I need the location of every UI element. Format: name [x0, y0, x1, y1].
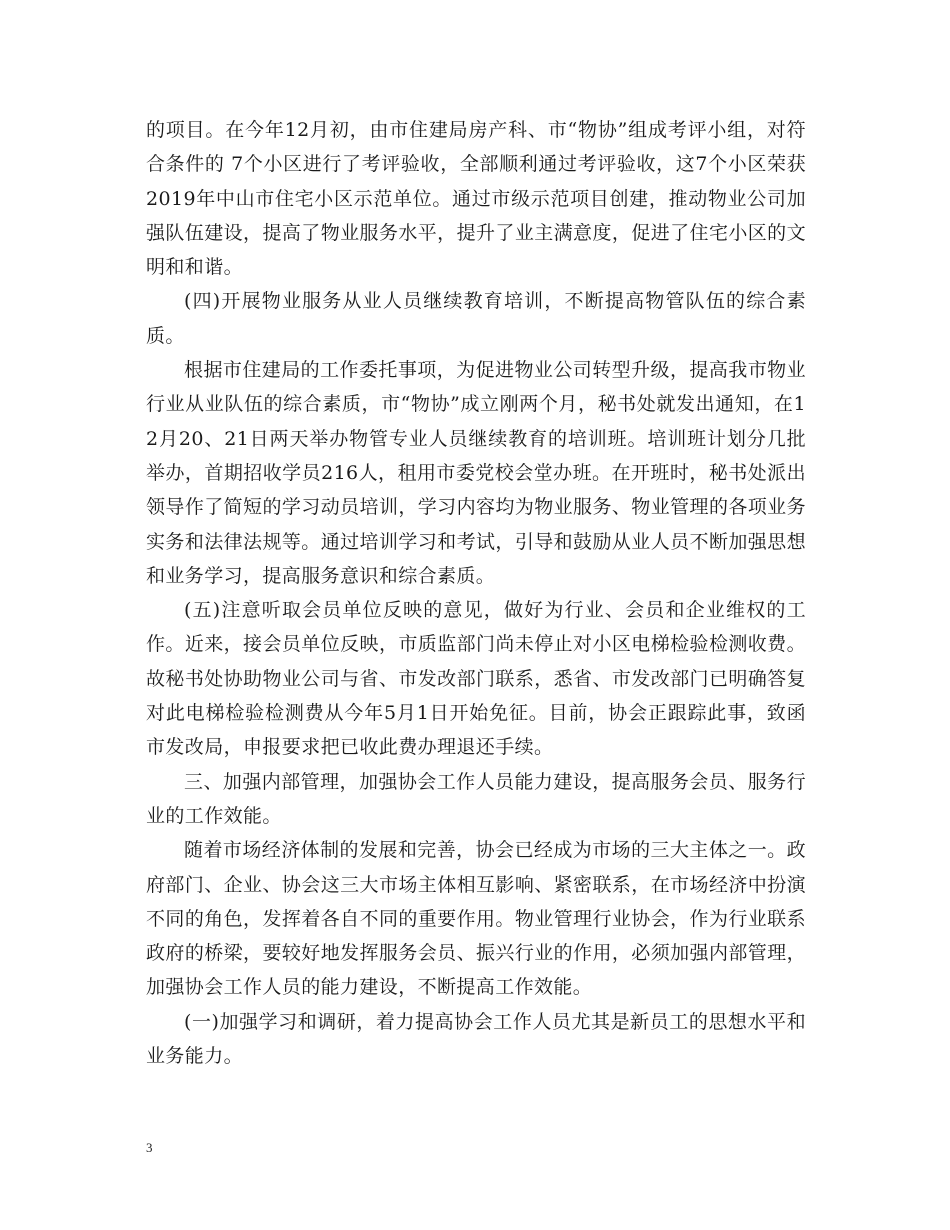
paragraph-continuation: 的项目。在今年12月初，由市住建局房产科、市“物协”组成考评小组，对符合条件的 7个小区进行了考评验收，全部顺利通过考评验收，这7个小区荣获2019年中山市住宅小区示范单位。通过市级示范项目创建，推动物业公司加强队伍建设，提高了物业服务水平，提升了业主满意度，促进了住宅小区的文明和和谐。	[146, 119, 806, 279]
document-body	[146, 113, 806, 1073]
page-number: 3	[146, 1140, 153, 1155]
paragraph-heading-five: (五)注意听取会员单位反映的意见，做好为行业、会员和企业维权的工作。近来，接会员单位反映，市质监部门尚未停止对小区电梯检验检测收费。故秘书处协助物业公司与省、市发改部门联系，悉省、市发改部门已明确答复对此电梯检验检测费从今年5月1日开始免征。目前，协会正跟踪此事，致函市发改局，申报要求把已收此费办理退还手续。	[146, 599, 806, 759]
paragraph-heading-one: (一)加强学习和调研，着力提高协会工作人员尤其是新员工的思想水平和业务能力。	[146, 1010, 806, 1068]
paragraph-section-three: 三、加强内部管理，加强协会工作人员能力建设，提高服务会员、服务行业的工作效能。	[146, 770, 806, 827]
paragraph-training: 根据市住建局的工作委托事项，为促进物业公司转型升级，提高我市物业行业从业队伍的综合素质，市“物协”成立刚两个月，秘书处就发出通知，在12月20、21日两天举办物管专业人员继续教育的培训班。培训班计划分几批举办，首期招收学员216人，租用市委党校会堂办班。在开班时，秘书处派出领导作了简短的学习动员培训，学习内容均为物业服务、物业管理的各项业务实务和法律法规等。通过培训学习和考试，引导和鼓励从业人员不断加强思想和业务学习，提高服务意识和综合素质。	[146, 359, 806, 587]
paragraph-market-economy: 随着市场经济体制的发展和完善，协会已经成为市场的三大主体之一。政府部门、企业、协会这三大市场主体相互影响、紧密联系，在市场经济中扮演不同的角色，发挥着各自不同的重要作用。物业管理行业协会，作为行业联系政府的桥梁，要较好地发挥服务会员、振兴行业的作用，必须加强内部管理，加强协会工作人员的能力建设，不断提高工作效能。	[146, 839, 806, 999]
paragraph-heading-four: (四)开展物业服务从业人员继续教育培训，不断提高物管队伍的综合素质。	[146, 290, 806, 347]
